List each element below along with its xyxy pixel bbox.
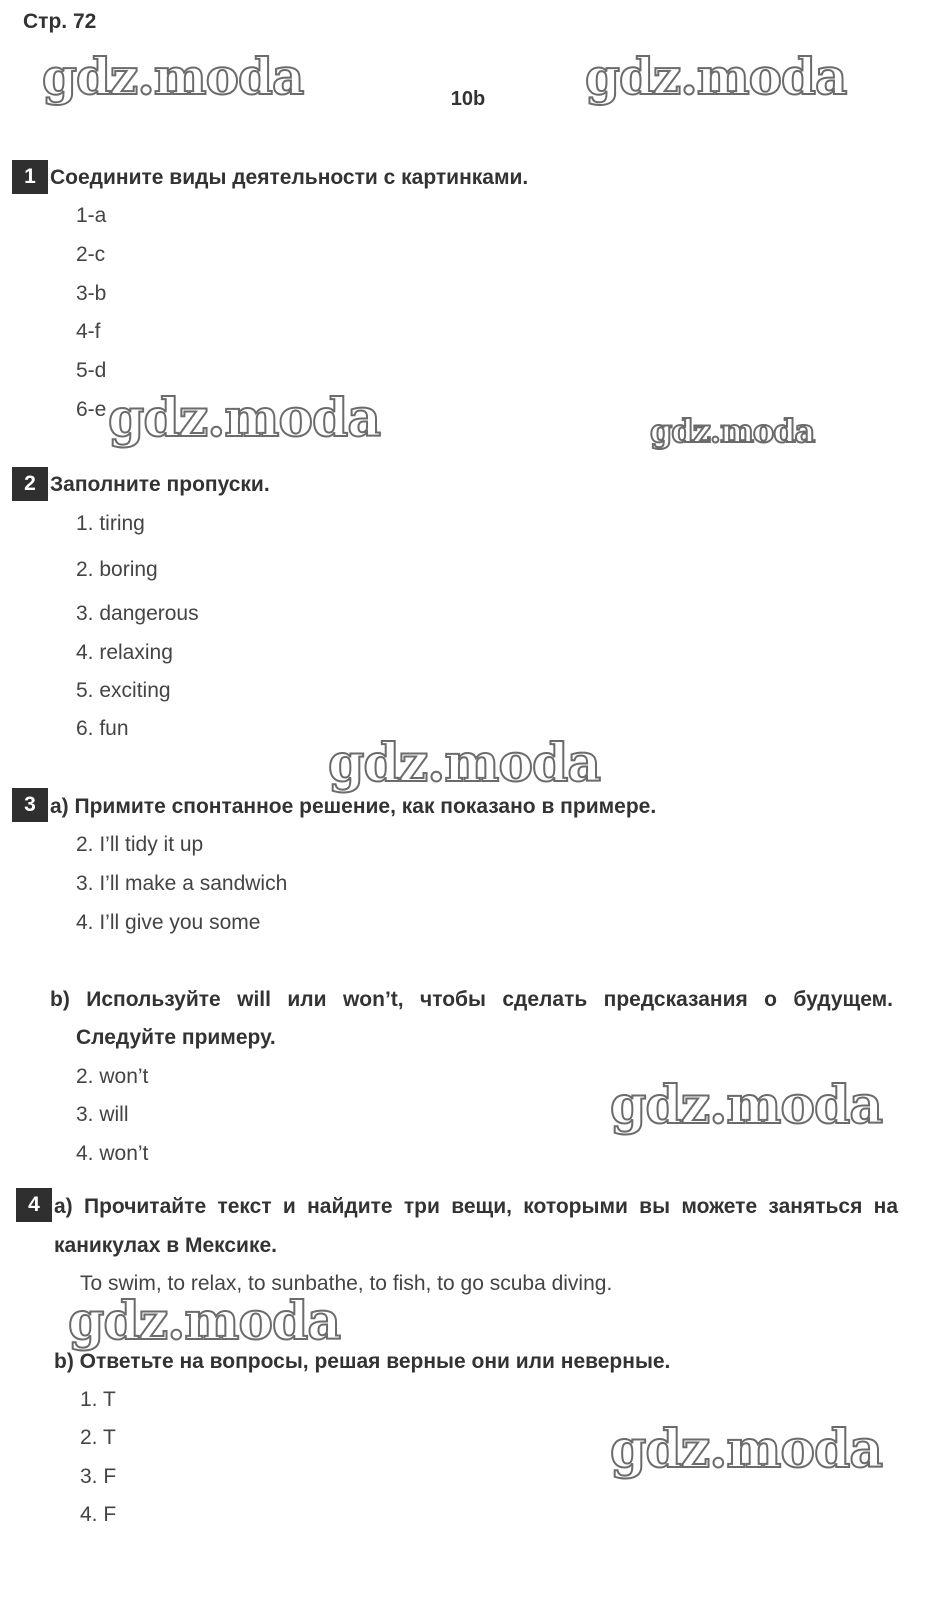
watermark-logo: gdz.moda <box>585 47 847 106</box>
answer-item: 4. won’t <box>76 1142 149 1165</box>
answer-item: 3. I’ll make a sandwich <box>76 872 288 895</box>
answer-item: 3-b <box>76 282 107 305</box>
task-number-badge: 1 <box>12 160 48 194</box>
task-2-title: Заполните пропуски. <box>50 473 270 496</box>
answer-item: 3. will <box>76 1103 129 1126</box>
task-3b-title-line1: b) Используйте will или won’t, чтобы сделать предсказания о будущем. <box>50 988 893 1011</box>
watermark-logo: gdz.moda <box>68 1291 341 1352</box>
answer-item: 1. tiring <box>76 512 145 535</box>
answer-item: 2. boring <box>76 558 158 581</box>
watermark-logo: gdz.moda <box>328 733 601 794</box>
answer-item: 6. fun <box>76 717 129 740</box>
watermark-logo: gdz.moda <box>650 412 815 450</box>
answer-item: 5-d <box>76 359 107 382</box>
task-number-badge: 4 <box>16 1188 52 1222</box>
page-number: Стр. 72 <box>23 10 97 33</box>
answer-item: 4-f <box>76 320 101 343</box>
answer-item: 1. T <box>80 1388 116 1411</box>
task-4a-title-line1: a) Прочитайте текст и найдите три вещи, которыми вы можете заняться на <box>54 1195 898 1218</box>
answer-item: 4. F <box>80 1503 117 1526</box>
task-number-badge: 3 <box>12 788 48 822</box>
answer-item: 1-a <box>76 204 107 227</box>
task-4b-title: b) Ответьте на вопросы, решая верные они или неверные. <box>54 1350 671 1373</box>
task-4a-title-line2: каникулах в Мексике. <box>54 1234 277 1257</box>
answer-item: 5. exciting <box>76 679 171 702</box>
watermark-logo: gdz.moda <box>610 1075 883 1136</box>
answer-item: 3. F <box>80 1465 117 1488</box>
answer-item: 4. relaxing <box>76 641 173 664</box>
answer-text: To swim, to relax, to sunbathe, to fish, to go scuba diving. <box>80 1272 613 1295</box>
answer-item: 3. dangerous <box>76 602 199 625</box>
answer-item: 2. I’ll tidy it up <box>76 833 204 856</box>
task-number-badge: 2 <box>12 467 48 501</box>
answer-item: 2. won’t <box>76 1065 149 1088</box>
task-1-title: Соедините виды деятельности с картинками. <box>50 166 529 189</box>
watermark-logo: gdz.moda <box>42 47 304 106</box>
watermark-logo: gdz.moda <box>610 1419 883 1480</box>
watermark-logo: gdz.moda <box>108 388 381 449</box>
task-3a-title: a) Примите спонтанное решение, как показано в примере. <box>50 795 657 818</box>
section-label: 10b <box>450 88 486 110</box>
answer-item: 2. T <box>80 1426 116 1449</box>
answer-item: 4. I’ll give you some <box>76 911 261 934</box>
answer-item: 2-c <box>76 243 106 266</box>
task-3b-title-line2: Следуйте примеру. <box>76 1026 276 1049</box>
answer-item: 6-e <box>76 398 107 421</box>
